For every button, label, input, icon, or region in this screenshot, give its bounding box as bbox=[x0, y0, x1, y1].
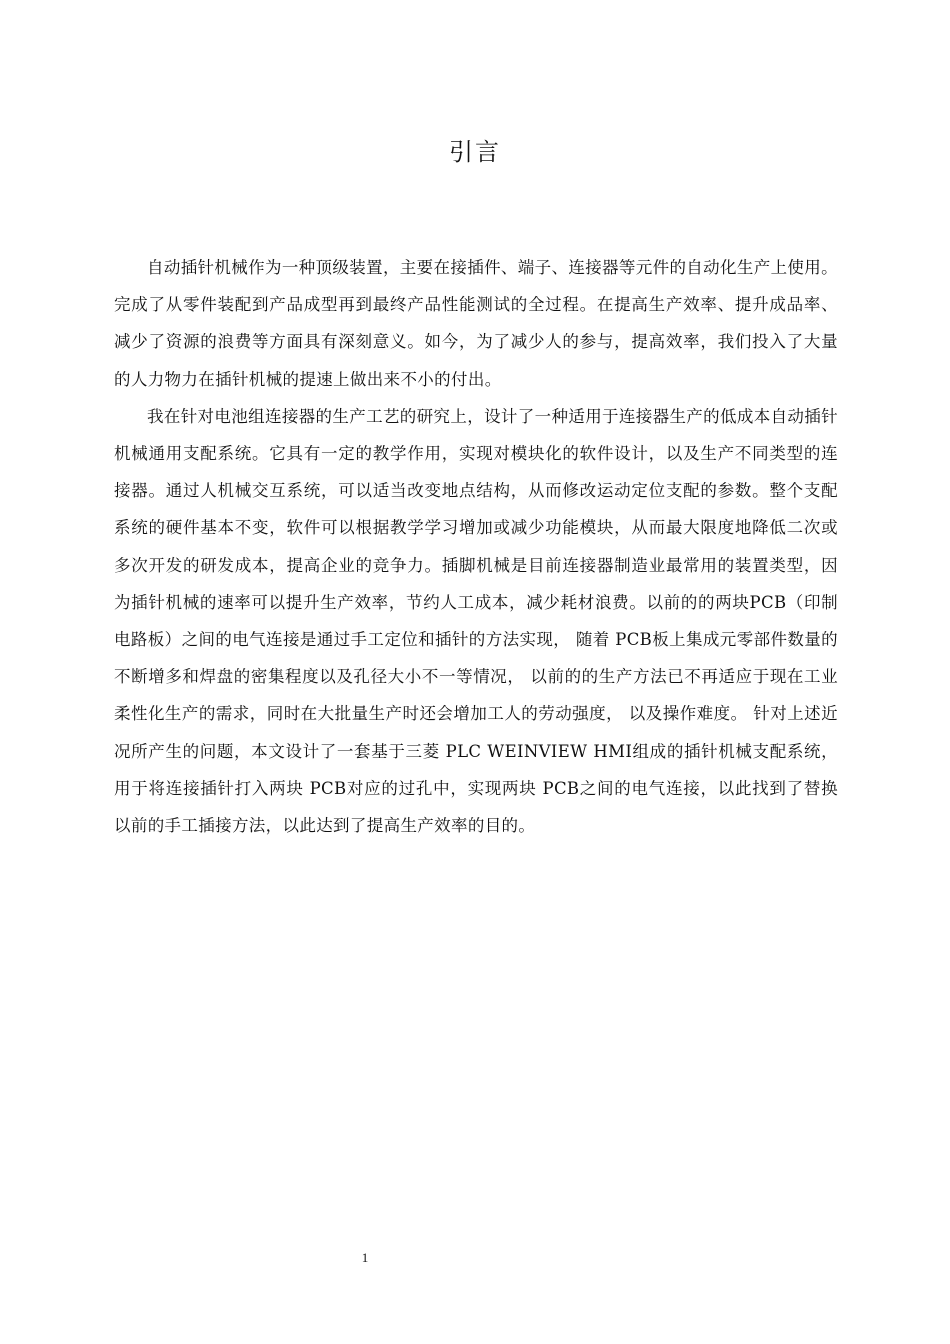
page-title: 引言 bbox=[449, 138, 501, 166]
paragraph-2: 我在针对电池组连接器的生产工艺的研究上，设计了一种适用于连接器生产的低成本自动插针机械通用支配系统。它具有一定的教学作用，实现对模块化的软件设计，以及生产不同类型的连接器。通过人机械交互系统，可以适当改变地点结构，从而修改运动定位支配的参数。整个支配系统的硬件基本不变，软件可以根据教学学习增加或减少功能模块，从而最大限度地降低二次或多次开发的研发成本，提高企业的竞争力。插脚机械是目前连接器制造业最常用的装置类型，因为插针机械的速率可以提升生产效率，节约人工成本，减少耗材浪费。以前的的两块PCB（印制电路板）之间的电气连接是通过手工定位和插针的方法实现， 随着 PCB板上集成元零部件数量的不断增多和焊盘的密集程度以及孔径大小不一等情况， 以前的的生产方法已不再适应于现在工业柔性化生产的需求，同时在大批量生产时还会增加工人的劳动强度， 以及操作难度。 针对上述近况所产生的问题，本文设计了一套基于三菱 PLC WEINVIEW HMI组成的插针机械支配系统， 用于将连接插针打入两块 PCB对应的过孔中，实现两块 PCB之间的电气连接，以此找到了替换以前的手工插接方法，以此达到了提高生产效率的目的。 bbox=[114, 406, 838, 836]
paragraph-1: 自动插针机械作为一种顶级装置，主要在接插件、端子、连接器等元件的自动化生产上使用。完成了从零件装配到产品成型再到最终产品性能测试的全过程。在提高生产效率、提升成品率、减少了资源的浪费等方面具有深刻意义。如今，为了减少人的参与，提高效率，我们投入了大量的人力物力在插针机械的提速上做出来不小的付出。 bbox=[114, 258, 838, 389]
page-number: 1 bbox=[361, 1250, 369, 1265]
body-text bbox=[114, 249, 838, 844]
